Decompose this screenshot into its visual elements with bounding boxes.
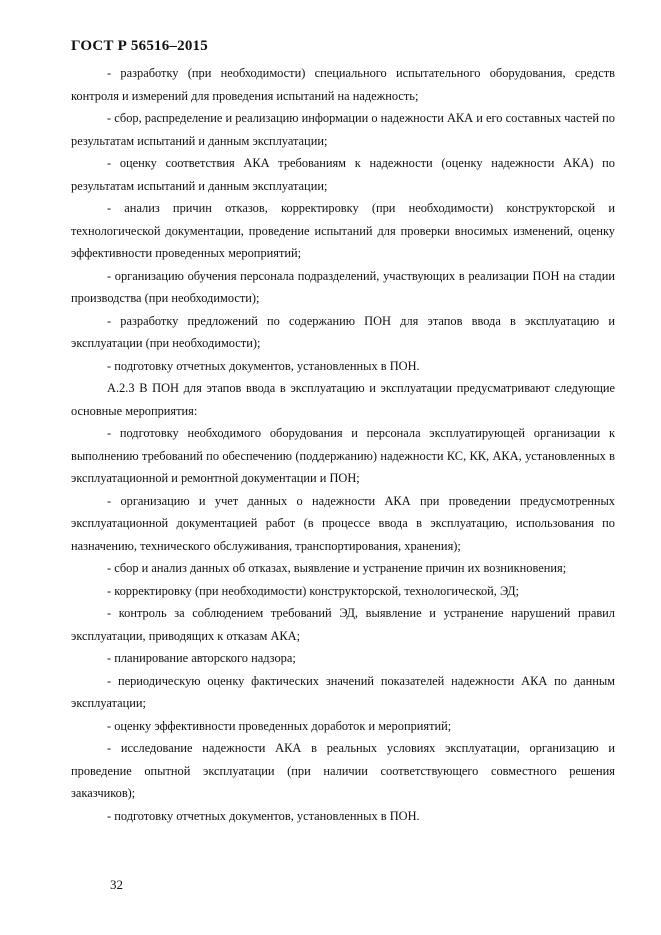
paragraph: - периодическую оценку фактических значений показателей надежности АКА по данным эксплуатации; — [71, 673, 615, 710]
paragraph: - контроль за соблюдением требований ЭД, выявление и устранение нарушений правил эксплуатации, приводящих к отказам АКА; — [71, 606, 615, 643]
paragraph: - планирование авторского надзора; — [107, 651, 296, 665]
paragraph: - анализ причин отказов, корректировку (при необходимости) конструкторской и технологической документации, проведение испытаний для проверки вносимых изменений, оценку эффективности проведенных мероприятий; — [71, 201, 615, 260]
paragraph: - сбор и анализ данных об отказах, выявление и устранение причин их возникновения; — [107, 561, 567, 575]
paragraph: - разработку предложений по содержанию ПОН для этапов ввода в эксплуатацию и эксплуатации (при необходимости); — [71, 313, 615, 350]
paragraph: - исследование надежности АКА в реальных условиях эксплуатации, организацию и проведение опытной эксплуатации (при наличии соответствующего совместного решения заказчиков); — [71, 741, 615, 800]
paragraph: - подготовку отчетных документов, установленных в ПОН. — [107, 358, 420, 373]
page-header: ГОСТ Р 56516–2015 — [71, 38, 208, 54]
paragraph: - оценку соответствия АКА требованиям к надежности (оценку надежности АКА) по результатам испытаний и данным эксплуатации; — [71, 156, 615, 193]
paragraph: - организацию и учет данных о надежности АКА при проведении предусмотренных эксплуатационной документацией работ (в процессе ввода в эксплуатацию, использования по назначению, технического обслуживания, транспортирования, хранения); — [71, 493, 615, 553]
paragraph: - сбор, распределение и реализацию информации о надежности АКА и его составных частей по результатам испытаний и данным эксплуатации; — [71, 111, 615, 148]
page-number: 32 — [110, 877, 123, 892]
paragraph: - организацию обучения персонала подразделений, участвующих в реализации ПОН на стадии производства (при необходимости); — [71, 268, 615, 305]
paragraph: - подготовку необходимого оборудования и персонала эксплуатирующей организации к выполнению требований по обеспечению (поддержанию) надежности КС, КК, АКА, установленных в эксплуатационной и ремонтной документации и ПОН; — [71, 426, 615, 485]
paragraph: - разработку (при необходимости) специального испытательного оборудования, средств контроля и измерений для проведения испытаний на надежность; — [71, 66, 615, 103]
paragraph: - корректировку (при необходимости) конструкторской, технологической, ЭД; — [107, 583, 520, 598]
paragraph: - подготовку отчетных документов, установленных в ПОН. — [107, 808, 420, 823]
paragraph: - оценку эффективности проведенных доработок и мероприятий; — [107, 718, 452, 733]
section-paragraph: А.2.3 В ПОН для этапов ввода в эксплуатацию и эксплуатации предусматривают следующие основные мероприятия: — [71, 381, 615, 418]
document-body — [71, 62, 615, 827]
